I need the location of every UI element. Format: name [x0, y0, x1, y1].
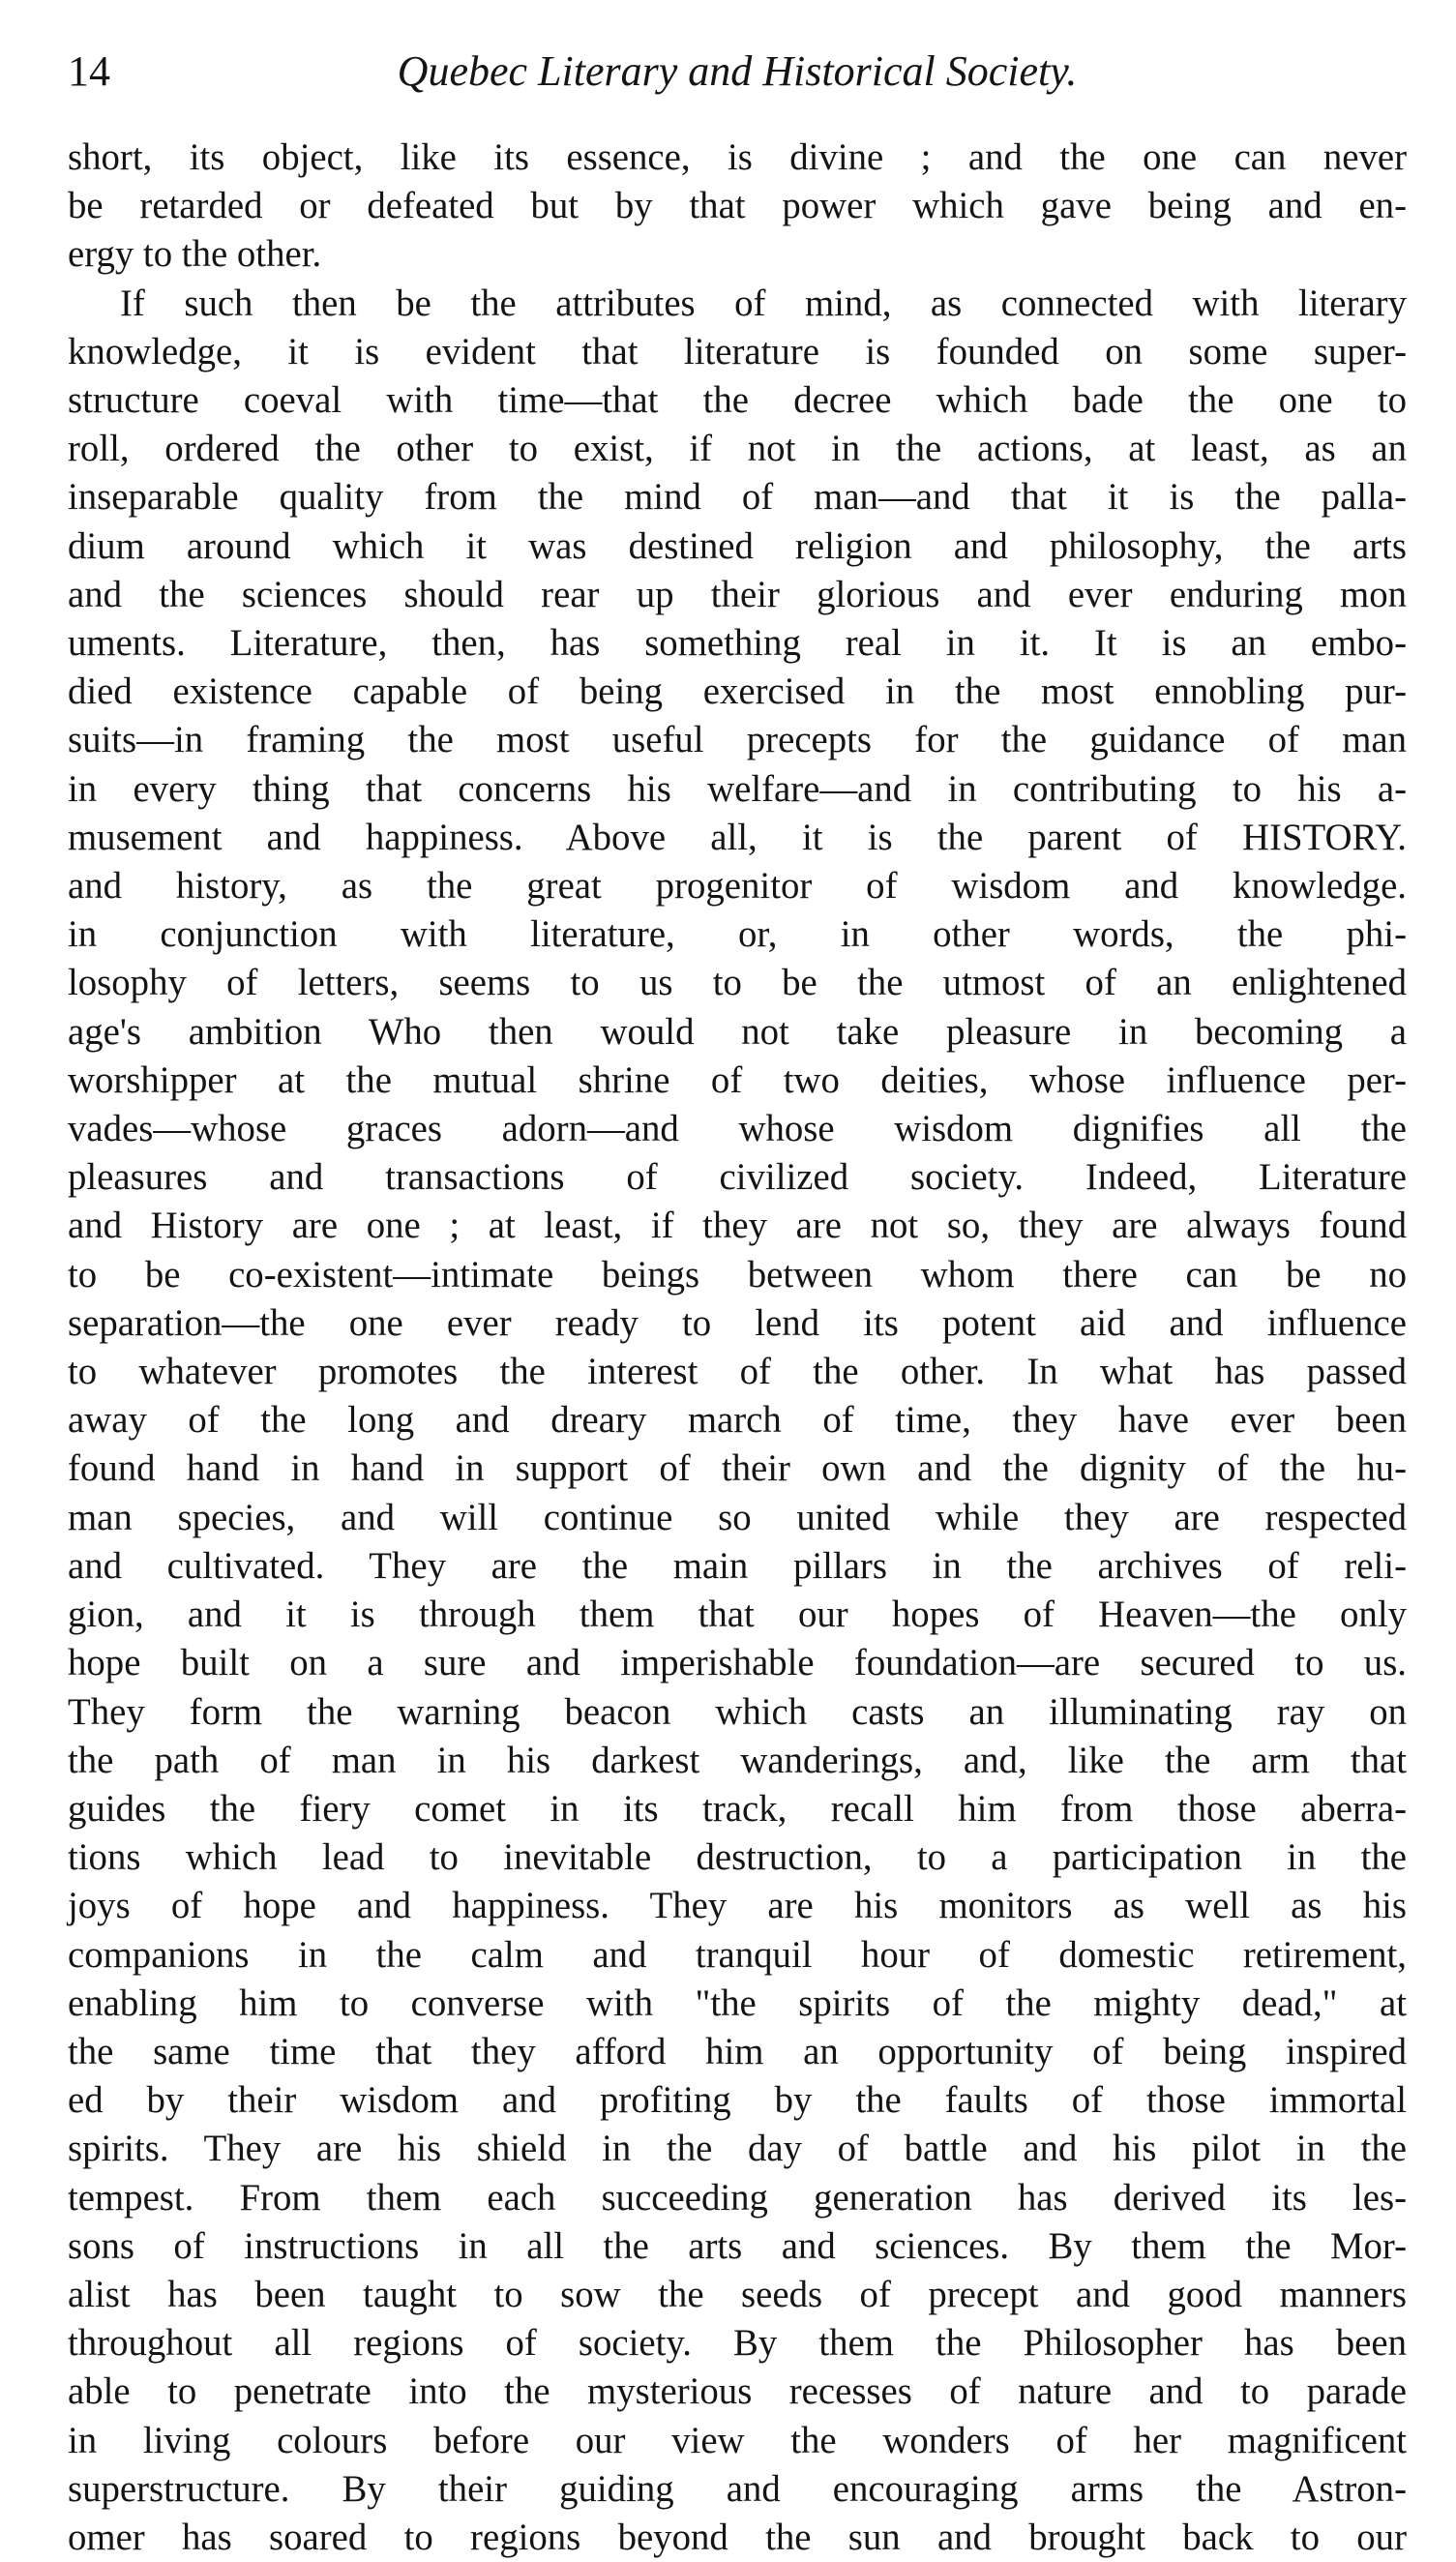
running-title: Quebec Literary and Historical Society. [397, 47, 1078, 95]
text-line: throughout all regions of society. By them the Philosopher has been [68, 2322, 1407, 2365]
text-line: knowledge, it is evident that literature is founded on some super- [68, 330, 1407, 372]
text-line: and cultivated. They are the main pillars in the archives of reli- [68, 1544, 1407, 1587]
text-line: pleasures and transactions of civilized society. Indeed, Literature [68, 1156, 1407, 1199]
text-line: roll, ordered the other to exist, if not in the actions, at least, as an [68, 428, 1407, 470]
text-line: losophy of letters, seems to us to be the utmost of an enlightened [68, 962, 1407, 1004]
text-line: hope built on a sure and imperishable foundation—are secured to us. [68, 1642, 1407, 1684]
text-line: ed by their wisdom and profiting by the faults of those immortal [68, 2079, 1407, 2122]
text-line: man species, and will continue so united while they are respected [68, 1496, 1407, 1538]
text-line: to be co-existent—intimate beings between whom there can be no [68, 1253, 1407, 1296]
text-line: uments. Literature, then, has something real in it. It is an embo- [68, 622, 1407, 665]
text-line: and History are one ; at least, if they are not so, they are always found [68, 1205, 1407, 1247]
body-text [68, 134, 1407, 2562]
text-line: and history, as the great progenitor of wisdom and knowledge. [68, 865, 1407, 908]
text-line: guides the fiery comet in its track, recall him from those aberra- [68, 1787, 1407, 1830]
text-line: vades—whose graces adorn—and whose wisdom dignifies all the [68, 1108, 1407, 1150]
text-line: alist has been taught to sow the seeds of precept and good manners [68, 2273, 1407, 2315]
paragraph [68, 280, 1407, 2562]
text-line: worshipper at the mutual shrine of two deities, whose influence per- [68, 1058, 1407, 1101]
text-line: died existence capable of being exercised in the most ennobling pur- [68, 670, 1407, 713]
page-number: 14 [68, 47, 110, 95]
text-line: They form the warning beacon which casts an illuminating ray on [68, 1690, 1407, 1733]
text-line: companions in the calm and tranquil hour of domestic retirement, [68, 1933, 1407, 1976]
text-line: in conjunction with literature, or, in other words, the phi- [68, 913, 1407, 956]
text-line: sons of instructions in all the arts and sciences. By them the Mor- [68, 2224, 1407, 2267]
text-line: tions which lead to inevitable destruction, to a participation in the [68, 1836, 1407, 1879]
text-line: tempest. From them each succeeding generation has derived its les- [68, 2176, 1407, 2219]
text-line: the path of man in his darkest wanderings, and, like the arm that [68, 1739, 1407, 1781]
text-line: omer has soared to regions beyond the sun and brought back to our [68, 2516, 1407, 2558]
text-line: structure coeval with time—that the decree which bade the one to [68, 379, 1407, 422]
text-line: short, its object, like its essence, is divine ; and the one can never [68, 136, 1407, 178]
document-page [68, 43, 1407, 2562]
text-line: and the sciences should rear up their glorious and ever enduring mon [68, 573, 1407, 615]
page-header [68, 43, 1407, 106]
text-line: If such then be the attributes of mind, as connected with literary [120, 282, 1407, 324]
text-line: found hand in hand in support of their own and the dignity of the hu- [68, 1447, 1407, 1490]
text-line: suits—in framing the most useful precepts for the guidance of man [68, 719, 1407, 761]
text-line: ergy to the other. [68, 233, 322, 276]
text-line: the same time that they afford him an opportunity of being inspired [68, 2030, 1407, 2072]
text-line: able to penetrate into the mysterious recesses of nature and to parade [68, 2370, 1407, 2413]
text-line: in every thing that concerns his welfare—and in contributing to his a- [68, 767, 1407, 810]
text-line: gion, and it is through them that our hopes of Heaven—the only [68, 1594, 1407, 1636]
text-line: dium around which it was destined religion and philosophy, the arts [68, 524, 1407, 567]
text-line: enabling him to converse with "the spirits of the mighty dead," at [68, 1981, 1407, 2024]
text-line: in living colours before our view the wonders of her magnificent [68, 2419, 1407, 2461]
text-line: be retarded or defeated but by that power which gave being and en- [68, 185, 1407, 227]
text-line: away of the long and dreary march of time, they have ever been [68, 1399, 1407, 1442]
paragraph [68, 134, 1407, 280]
text-line: superstructure. By their guiding and encouraging arms the Astron- [68, 2467, 1407, 2510]
text-line: to whatever promotes the interest of the other. In what has passed [68, 1351, 1407, 1393]
text-line: musement and happiness. Above all, it is the parent of HISTORY. [68, 816, 1407, 858]
text-line: inseparable quality from the mind of man—and that it is the palla- [68, 476, 1407, 519]
text-line: joys of hope and happiness. They are his monitors as well as his [68, 1885, 1407, 1927]
text-line: spirits. They are his shield in the day of battle and his pilot in the [68, 2128, 1407, 2170]
text-line: age's ambition Who then would not take pleasure in becoming a [68, 1010, 1407, 1053]
text-line: separation—the one ever ready to lend its potent aid and influence [68, 1301, 1407, 1344]
